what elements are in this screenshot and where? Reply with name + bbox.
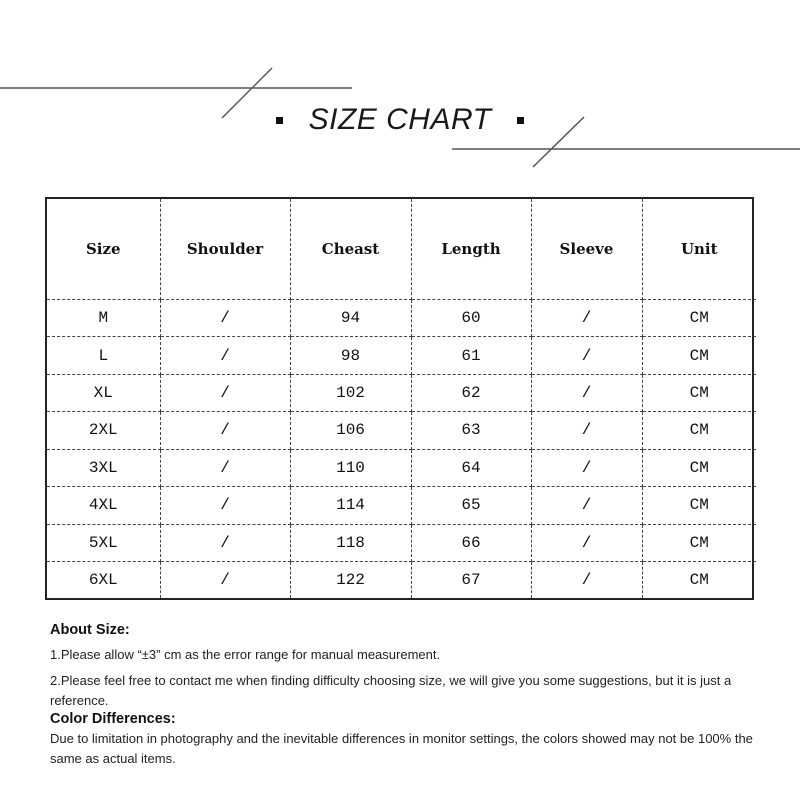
cell-shoulder: / [160, 300, 290, 337]
cell-size: 6XL [47, 561, 160, 598]
cell-length: 67 [411, 561, 531, 598]
col-header-sleeve: Sleeve [531, 199, 642, 300]
cell-sleeve: / [531, 561, 642, 598]
notes-section [50, 622, 760, 769]
cell-chest: 118 [290, 524, 411, 561]
cell-length: 65 [411, 487, 531, 524]
cell-sleeve: / [531, 300, 642, 337]
cell-chest: 114 [290, 487, 411, 524]
cell-size: L [47, 337, 160, 374]
table-row [47, 561, 756, 598]
cell-shoulder: / [160, 374, 290, 411]
cell-shoulder: / [160, 487, 290, 524]
table-row [47, 449, 756, 486]
cell-unit: CM [642, 524, 756, 561]
cell-chest: 102 [290, 374, 411, 411]
table-row [47, 374, 756, 411]
col-header-size: Size [47, 199, 160, 300]
cell-unit: CM [642, 487, 756, 524]
table-header-row [47, 199, 756, 300]
col-header-chest: Cheast [290, 199, 411, 300]
cell-chest: 94 [290, 300, 411, 337]
cell-sleeve: / [531, 412, 642, 449]
cell-sleeve: / [531, 374, 642, 411]
cell-unit: CM [642, 412, 756, 449]
cell-chest: 110 [290, 449, 411, 486]
page-title: SIZE CHART [308, 103, 492, 136]
table-row [47, 300, 756, 337]
about-size-note-2: 2.Please feel free to contact me when finding difficulty choosing size, we will give you some suggestions, but it is just a reference. [50, 673, 732, 708]
size-table-frame [45, 197, 754, 600]
cell-unit: CM [642, 374, 756, 411]
about-size-note-1: 1.Please allow “±3” cm as the error range for manual measurement. [50, 647, 441, 662]
col-header-unit: Unit [642, 199, 756, 300]
cell-shoulder: / [160, 337, 290, 374]
col-header-length: Length [411, 199, 531, 300]
col-header-shoulder: Shoulder [160, 199, 290, 300]
cell-length: 60 [411, 300, 531, 337]
title-bar [0, 100, 800, 140]
cell-shoulder: / [160, 561, 290, 598]
cell-sleeve: / [531, 449, 642, 486]
cell-length: 63 [411, 412, 531, 449]
table-row [47, 412, 756, 449]
color-differences-heading: Color Differences: [50, 711, 176, 727]
cell-length: 61 [411, 337, 531, 374]
cell-sleeve: / [531, 487, 642, 524]
cell-length: 64 [411, 449, 531, 486]
cell-size: 2XL [47, 412, 160, 449]
cell-length: 62 [411, 374, 531, 411]
cell-shoulder: / [160, 412, 290, 449]
cell-length: 66 [411, 524, 531, 561]
cell-unit: CM [642, 337, 756, 374]
cell-size: M [47, 300, 160, 337]
cell-sleeve: / [531, 337, 642, 374]
cell-unit: CM [642, 300, 756, 337]
cell-size: XL [47, 374, 160, 411]
cell-chest: 106 [290, 412, 411, 449]
cell-chest: 122 [290, 561, 411, 598]
table-row [47, 487, 756, 524]
cell-size: 4XL [47, 487, 160, 524]
bullet-icon [517, 117, 524, 124]
cell-shoulder: / [160, 449, 290, 486]
cell-sleeve: / [531, 524, 642, 561]
cell-size: 5XL [47, 524, 160, 561]
cell-chest: 98 [290, 337, 411, 374]
table-row [47, 337, 756, 374]
cell-shoulder: / [160, 524, 290, 561]
about-size-heading: About Size: [50, 622, 130, 638]
color-differences-note: Due to limitation in photography and the inevitable differences in monitor settings, the colors showed may not be 100% the same as actual items. [50, 731, 753, 766]
table-row [47, 524, 756, 561]
bullet-icon [276, 117, 283, 124]
cell-unit: CM [642, 449, 756, 486]
size-table [47, 199, 756, 598]
cell-size: 3XL [47, 449, 160, 486]
cell-unit: CM [689, 570, 709, 589]
